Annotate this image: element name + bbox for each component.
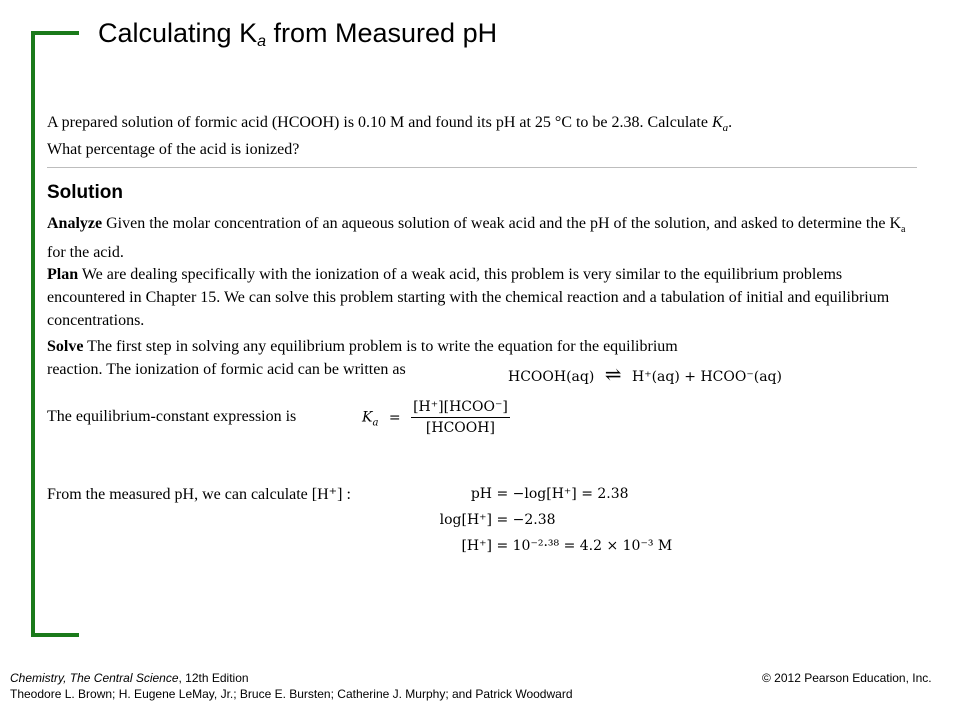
plan-label: Plan <box>47 266 79 283</box>
problem-statement: A prepared solution of formic acid (HCOOH) is 0.10 M and found its pH at 25 °C to be 2.38. Calculate $K_a$. What percentage of the acid is ionized? <box>47 114 733 159</box>
solution-heading: Solution <box>47 182 123 203</box>
footer-book-title: Chemistry, The Central Science <box>10 671 179 685</box>
equilibrium-label: The equilibrium-constant expression is <box>47 408 297 425</box>
divider <box>47 167 917 168</box>
from-ph-text: From the measured pH, we can calculate [H⁺] : <box>47 486 351 503</box>
solve-paragraph: Solve The first step in solving any equilibrium problem is to write the equation for the equilibrium reaction. The ionization of formic acid can be written as <box>47 338 678 378</box>
solve-label: Solve <box>47 338 84 355</box>
problem-text: A prepared solution of formic acid (HCOOH) is 0.10 M and found its pH at 25 °C to be 2.38. Calculate <box>47 114 712 131</box>
problem-line2: What percentage of the acid is ionized? <box>47 141 300 159</box>
problem-var: K <box>711 114 723 131</box>
green-bracket-top <box>31 31 79 35</box>
reaction-equation: HCOOH(aq) ⇌ H⁺(aq) + HCOO⁻(aq) <box>508 362 782 386</box>
footer-citation: Chemistry, The Central Science, 12th Edition Theodore L. Brown; H. Eugene LeMay, Jr.; Bruce E. Bursten; Catherine J. Murphy; and Patrick Woodward <box>10 671 573 701</box>
ph-calculation: pH = −log[H⁺] = 2.38 log[H⁺] = −2.38 [H⁺] = 10⁻²·³⁸ = 4.2 × 10⁻³ M <box>439 486 673 554</box>
analyze-label: Analyze <box>47 215 103 232</box>
ka-fraction: $\frac{\text{[H⁺][HCOO⁻]}}{\text{[HCOOH]}}$ <box>413 399 508 436</box>
green-bracket-vertical <box>31 31 35 637</box>
ka-expression: $K_a$ = $\frac{\text{[H⁺][HCOO⁻]}}{\text{[HCOOH]}}$ <box>362 399 508 436</box>
plan-paragraph: Plan We are dealing specifically with the ionization of a weak acid, this problem is very similar to the equilibrium problems encountered in Chapter 15. We can solve this problem starting with the chemical reaction and a tabulation of initial and equilibrium concentrations. <box>47 266 890 329</box>
slide-title: Calculating $K_a$ from Measured pH <box>98 18 498 50</box>
problem-var-sub: a <box>722 122 729 135</box>
footer-copyright: © 2012 Pearson Education, Inc. <box>762 671 932 685</box>
green-bracket-bottom <box>31 633 79 637</box>
analyze-paragraph: Analyze Given the molar concentration of an aqueous solution of weak acid and the pH of the solution, and asked to determine the $K_a$ for the acid. <box>47 215 906 262</box>
footer-authors: Theodore L. Brown; H. Eugene LeMay, Jr.; Bruce E. Bursten; Catherine J. Murphy; and Patrick Woodward <box>10 687 573 701</box>
